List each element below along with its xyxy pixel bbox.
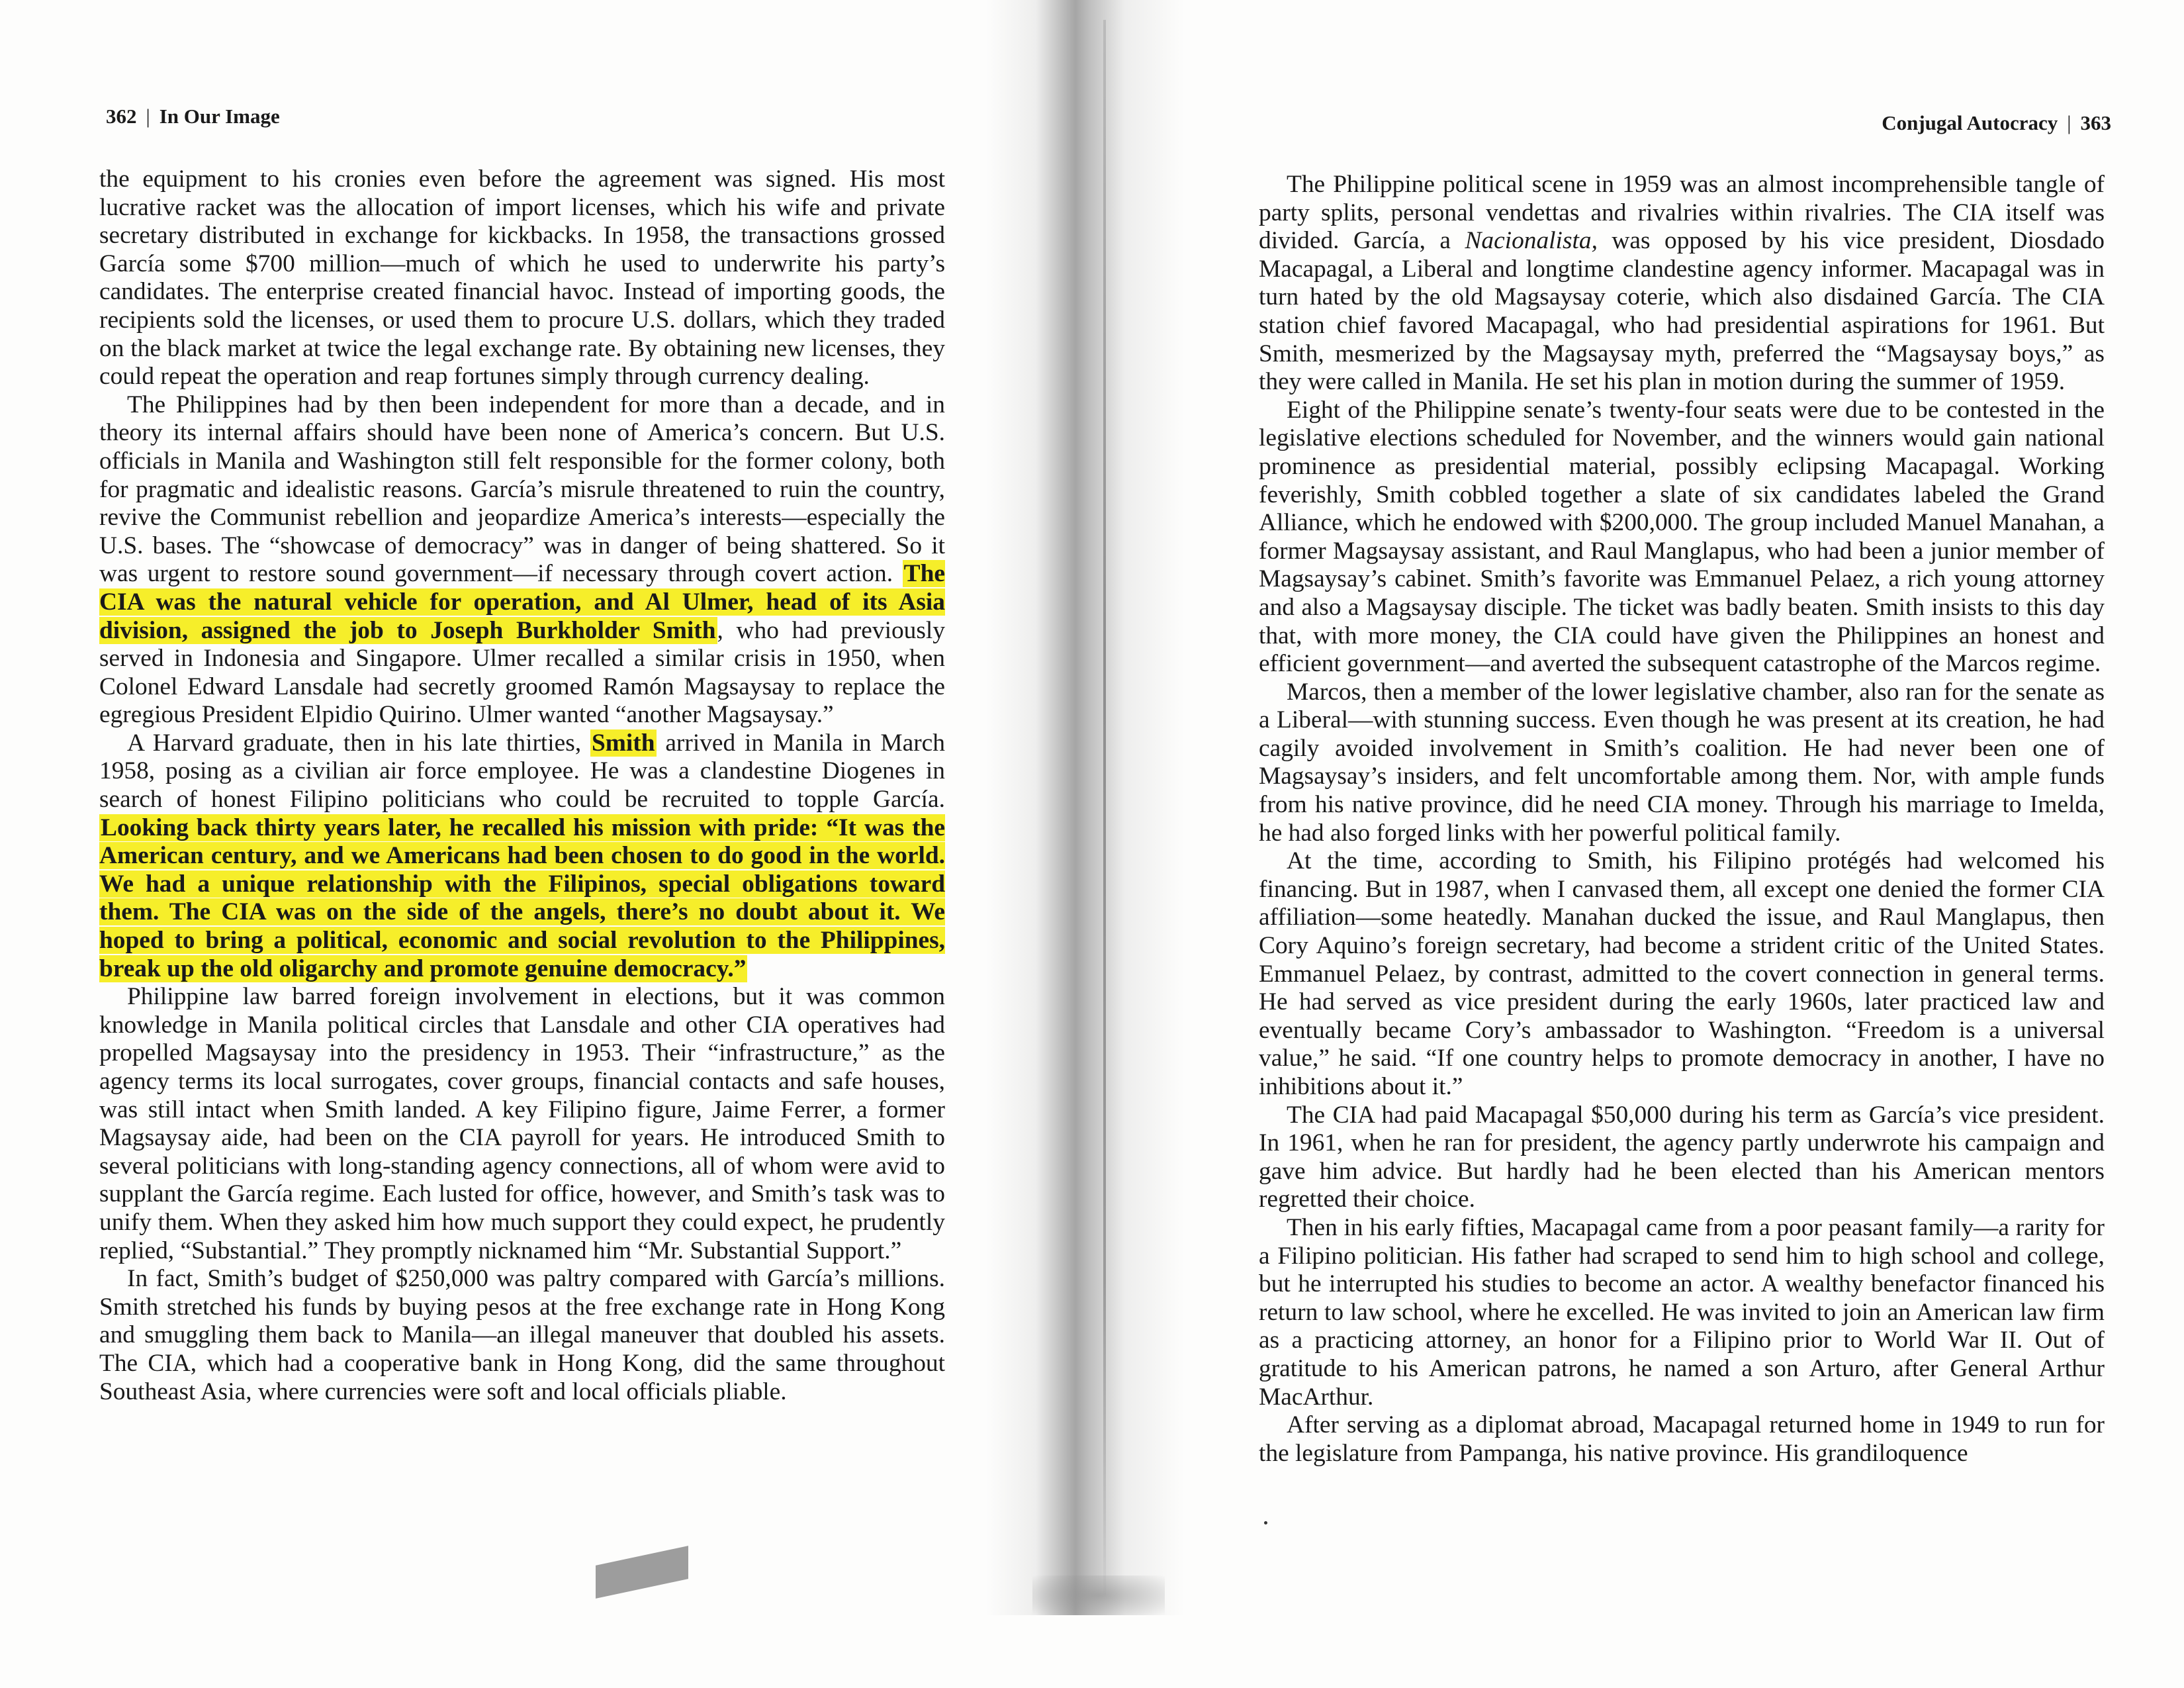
paragraph: Then in his early fifties, Macapagal came from a poor peasant family—a rarity for a Filipino politician. His father had scraped to send him to high school and college, but he interrupted his studies to become an actor. A wealthy benefactor financed his return to law school, where he excelled. He was invited to join an American law firm as a practicing attorney, an honor for a Filipino prior to World War II. Out of gratitude to his American patrons, he named a son Arturo, after General Arthur MacArthur. bbox=[1259, 1213, 2105, 1411]
highlighted-word: Smith bbox=[591, 729, 655, 757]
paragraph bbox=[1259, 171, 2105, 397]
paragraph: Marcos, then a member of the lower legislative chamber, also ran for the senate as a Liberal—with stunning success. Even though he was present at its creation, he had cagily avoided involvement in Smith’s coalition. He had never been one of Magsaysay’s insiders, and felt uncomfortable among them. Nor, with ample funds from his native province, did he need CIA money. Through his marriage to Imelda, he had also forged links with her powerful political family. bbox=[1259, 678, 2105, 847]
book-gutter-shadow bbox=[986, 0, 1185, 1615]
head-separator: | bbox=[2067, 111, 2071, 134]
paragraph bbox=[99, 729, 945, 983]
scan-smudge bbox=[596, 1546, 688, 1599]
right-page-body bbox=[1259, 171, 2105, 1468]
left-page-body bbox=[99, 165, 945, 1406]
highlighted-passage: Looking back thirty years later, he recalled his mission with pride: “It was the American century, and we Americans had been chosen to do good in the world. We had a unique relationship with the Filipinos, special obligations toward them. The CIA was on the side of the angels, there’s no doubt about it. We hoped to bring a political, economic and social revolution to the Philippines, break up the old oligarchy and promote genuine democracy.” bbox=[99, 814, 945, 982]
left-folio: 362 bbox=[106, 105, 137, 128]
paragraph-text: The Philippines had by then been independent for more than a decade, and in theory its internal affairs should have been none of America’s concern. But U.S. officials in Manila and Washington still felt responsible for the former colony, both for pragmatic and idealistic reasons. García’s misrule threatened to ruin the country, revive the Communist rebellion and jeopardize America’s interests—especially the U.S. bases. The “showcase of democracy” was in danger of being shattered. So it was urgent to restore sound government—if necessary through covert action. bbox=[99, 391, 945, 588]
highlighted-passage: The CIA was the natural vehicle for operation, and Al Ulmer, head of its Asia division, assigned the job to Joseph Burkholder Smith bbox=[99, 560, 945, 644]
chapter-title: Conjugal Autocracy bbox=[1882, 111, 2058, 134]
paragraph-text: A Harvard graduate, then in his late thirties, bbox=[127, 729, 582, 757]
gutter-bottom-shadow bbox=[1032, 1575, 1165, 1615]
paragraph: Eight of the Philippine senate’s twenty-four seats were due to be contested in the legislative elections scheduled for November, and the winners would gain national prominence as presidential material, possibly eclipsing Macapagal. Working feverishly, Smith cobbled together a slate of six candidates labeled the Grand Alliance, which he endowed with $200,000. The group included Manuel Manahan, a former Magsaysay assistant, and Raul Manglapus, who had been a junior member of Magsaysay’s cabinet. Smith’s favorite was Emmanuel Pelaez, a rich young attorney and also a Magsaysay disciple. The ticket was badly beaten. Smith insists to this day that, with more money, the CIA could have given the Philippines an honest and efficient government—and averted the subsequent catastrophe of the Marcos regime. bbox=[1259, 396, 2105, 678]
book-spine bbox=[1103, 20, 1106, 1595]
scan-speck bbox=[1264, 1521, 1267, 1524]
right-running-head bbox=[1882, 111, 2111, 135]
paragraph: In fact, Smith’s budget of $250,000 was paltry compared with García’s millions. Smith stretched his funds by buying pesos at the free exchange rate in Hong Kong and smuggling them back to Manila—an illegal maneuver that doubled his assets. The CIA, which had a cooperative bank in Hong Kong, did the same throughout Southeast Asia, where currencies were soft and local officials pliable. bbox=[99, 1265, 945, 1405]
italic-term: Nacionalista, bbox=[1465, 227, 1598, 255]
paragraph: At the time, according to Smith, his Filipino protégés had welcomed his financing. But in 1987, when I canvased them, all except one denied the former CIA affiliation—some heatedly. Manahan ducked the issue, and Raul Manglapus, then Cory Aquino’s foreign secretary, had become a strident critic of the United States. Emmanuel Pelaez, by contrast, admitted to the covert connection in general terms. He had served as vice president during the early 1960s, later practiced law and eventually became Cory’s ambassador to Washington. “Freedom is a universal value,” he said. “If one country helps to promote democracy in another, I have no inhibitions about it.” bbox=[1259, 847, 2105, 1100]
paragraph: the equipment to his cronies even before the agreement was signed. His most lucrative racket was the allocation of import licenses, which his wife and private secretary distributed in exchange for kickbacks. In 1958, the transactions grossed García some $700 million—much of which he used to underwrite his party’s candidates. The enterprise created financial havoc. Instead of importing goods, the recipients sold the licenses, or used them to procure U.S. dollars, which they traded on the black market at twice the legal exchange rate. By obtaining new licenses, they could repeat the operation and reap fortunes simply through currency dealing. bbox=[99, 165, 945, 391]
paragraph-text: was opposed by his vice president, Diosdado Macapagal, a Liberal and longtime clandestine agency informer. Macapagal was in turn hated by the old Magsaysay coterie, which also disdained García. The CIA station chief favored Macapagal, who had presidential aspirations for 1961. But Smith, mesmerized by the Magsaysay myth, preferred the “Magsaysay boys,” as they were called in Manila. He set his plan in motion during the summer of 1959. bbox=[1259, 227, 2105, 396]
book-title: In Our Image bbox=[159, 105, 280, 128]
right-folio: 363 bbox=[2080, 111, 2111, 134]
paragraph-text: The Philippine political scene in 1959 was an almost incomprehensible tangle of party splits, personal vendettas and rivalries within rivalries. The CIA itself was divided. García, a bbox=[1259, 171, 2105, 255]
head-separator: | bbox=[146, 105, 150, 128]
paragraph bbox=[99, 391, 945, 729]
paragraph-text: arrived in Manila in March 1958, posing as a civilian air force employee. He was a clandestine Diogenes in search of honest Filipino politicians who could be recruited to topple García. bbox=[99, 729, 945, 814]
paragraph: Philippine law barred foreign involvement in elections, but it was common knowledge in Manila political circles that Lansdale and other CIA operatives had propelled Magsaysay into the presidency in 1953. Their “infrastructure,” as the agency terms its local surrogates, cover groups, financial contacts and safe houses, was still intact when Smith landed. A key Filipino figure, Jaime Ferrer, a former Magsaysay aide, had been on the CIA payroll for years. He introduced Smith to several politicians with long-standing agency connections, all of whom were avid to supplant the García regime. Each lusted for office, however, and Smith’s task was to unify them. When they asked him how much support they could expect, he prudently replied, “Substantial.” They promptly nicknamed him “Mr. Substantial Support.” bbox=[99, 983, 945, 1264]
paragraph: After serving as a diplomat abroad, Macapagal returned home in 1949 to run for the legislature from Pampanga, his native province. His grandiloquence bbox=[1259, 1411, 2105, 1467]
right-page bbox=[1092, 0, 2184, 1688]
left-running-head bbox=[106, 105, 280, 128]
paragraph: The CIA had paid Macapagal $50,000 during his term as García’s vice president. In 1961, when he ran for president, the agency partly underwrote his campaign and gave him advice. But hardly had he been elected than his American mentors regretted their choice. bbox=[1259, 1101, 2105, 1213]
paragraph-text: , who had previously served in Indonesia and Singapore. Ulmer recalled a similar crisis in 1950, when Colonel Edward Lansdale had secretly groomed Ramón Magsaysay to replace the egregious President Elpidio Quirino. Ulmer wanted “another Magsaysay.” bbox=[99, 616, 945, 729]
